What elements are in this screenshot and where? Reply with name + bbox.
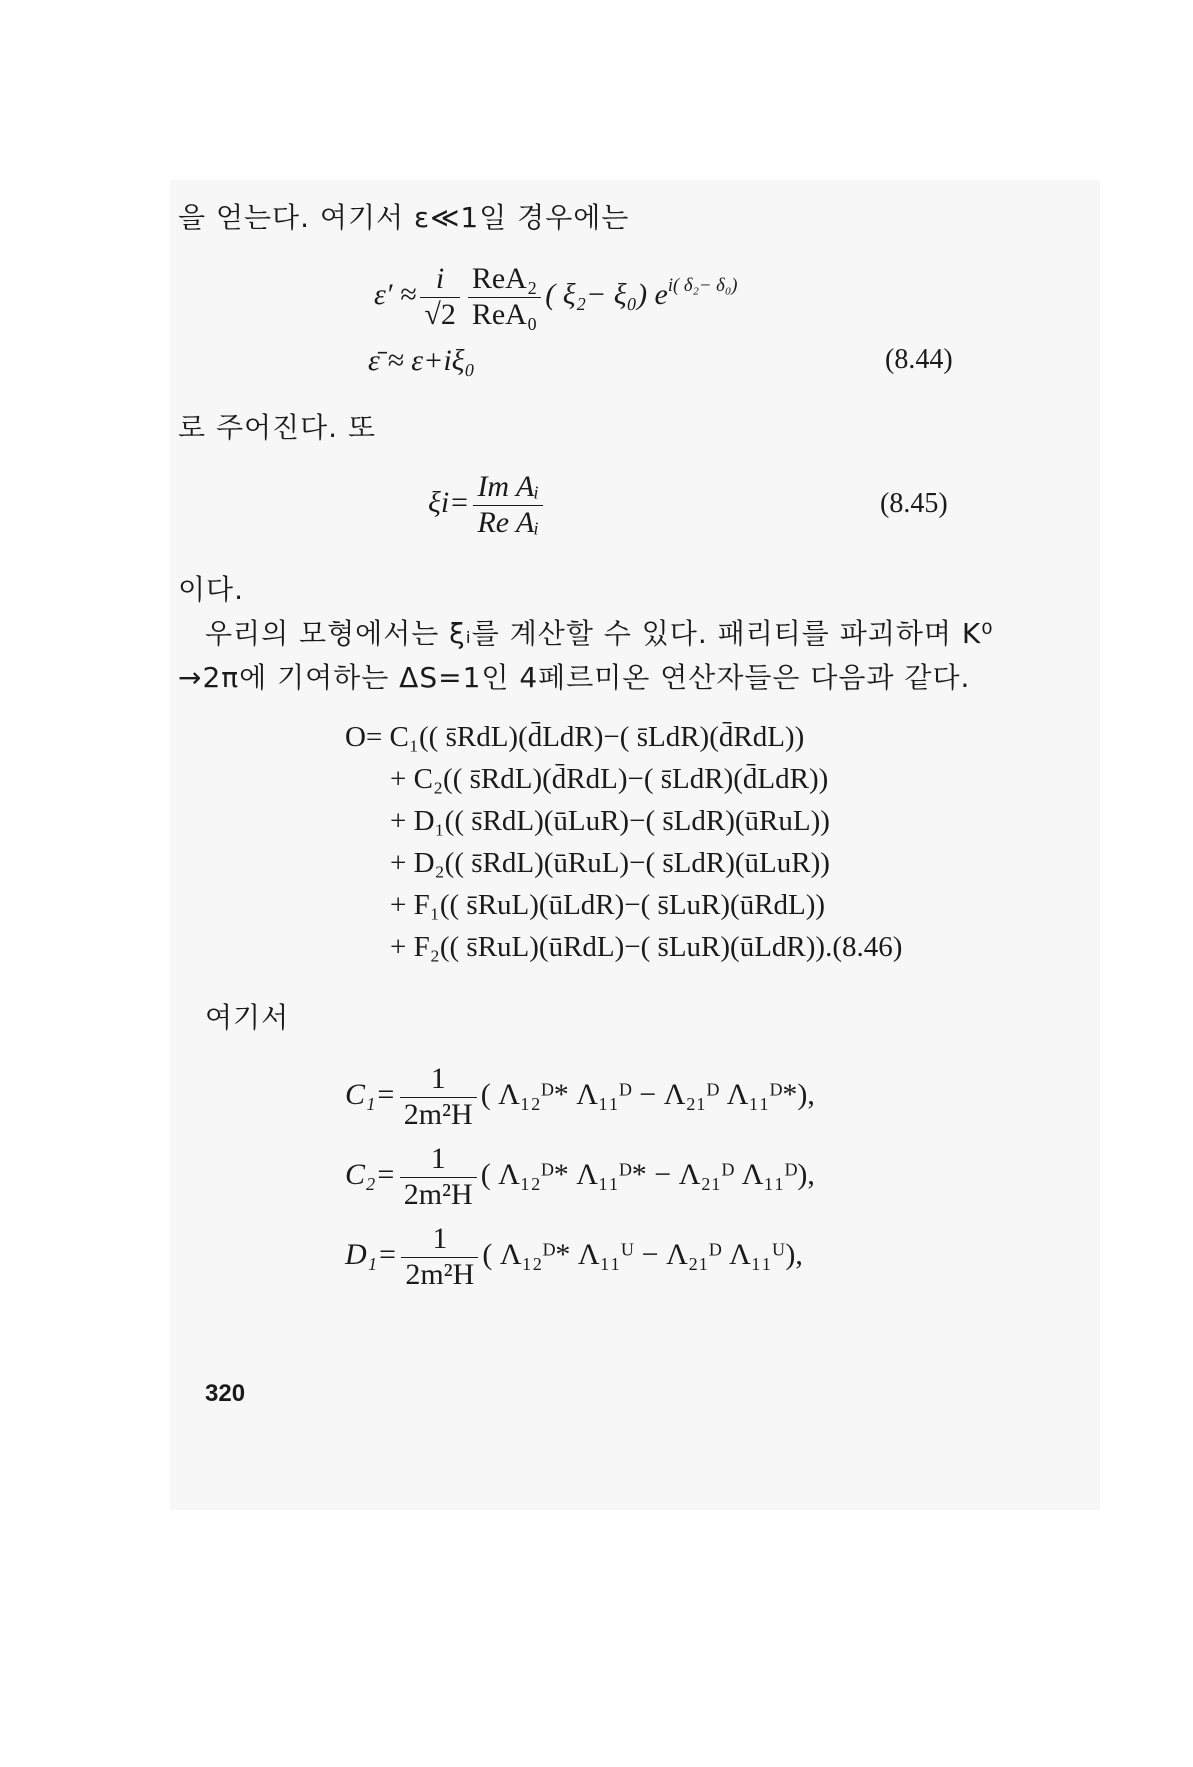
c2-frac: [400, 1142, 477, 1212]
text-line-is: 이다.: [178, 573, 244, 606]
d1-lhs: D₁=: [345, 1237, 398, 1271]
eq844-frac-1-num: i: [420, 262, 459, 298]
equation-number-8-44: (8.44): [885, 344, 953, 375]
eq845-num: Im Aᵢ: [473, 470, 543, 506]
c2-lhs: C₂=: [345, 1157, 396, 1191]
eq845-lhs: ξi=: [428, 485, 470, 519]
c2-den: 2m²H: [403, 1177, 473, 1211]
c1-num: 1: [400, 1062, 477, 1098]
d1-den: 2m²H: [405, 1257, 475, 1291]
operator-line-1: O= C₁(( s̄RdL)(d̄LdR)−( s̄LdR)(d̄RdL)): [345, 721, 805, 753]
eq844-frac-1-den: √2: [424, 297, 456, 331]
equation-8-44-line-1: [374, 262, 737, 332]
operator-line-6: + F₂(( s̄RuL)(ūRdL)−( s̄LuR)(ūLdR)).(8.46): [390, 931, 903, 963]
intro-line: 을 얻는다. 여기서 ε≪1일 경우에는: [178, 201, 630, 234]
d1-frac: [401, 1222, 478, 1292]
eq844-frac-2-den: ReA₀: [471, 297, 538, 331]
page-background: [170, 180, 1100, 1510]
d1-rhs: ( Λ₁₂ᴰ* Λ₁₁ᵁ − Λ₂₁ᴰ Λ₁₁ᵁ),: [482, 1237, 803, 1271]
coefficient-c2: [345, 1142, 815, 1212]
eq844-exponent: i( δ₂− δ₀): [667, 274, 738, 296]
c1-rhs: ( Λ₁₂ᴰ* Λ₁₁ᴰ − Λ₂₁ᴰ Λ₁₁ᴰ*),: [480, 1077, 815, 1111]
d1-num: 1: [401, 1222, 478, 1258]
eq845-frac: [473, 470, 543, 540]
coefficient-d1: [345, 1222, 803, 1292]
operator-line-3: + D₁(( s̄RdL)(ūLuR)−( s̄LdR)(ūRuL)): [390, 805, 830, 837]
where-label: 여기서: [205, 1001, 290, 1034]
eq844-frac-1: [420, 262, 459, 332]
coefficient-c1: [345, 1062, 815, 1132]
equation-8-45: [428, 470, 547, 540]
c1-den: 2m²H: [403, 1097, 473, 1131]
eq844-lhs: ε′ ≈: [374, 277, 417, 311]
paragraph-line-1: 우리의 모형에서는 ξᵢ를 계산할 수 있다. 패리티를 파괴하며 K⁰: [205, 617, 994, 650]
eq845-den: Re Aᵢ: [477, 505, 540, 539]
c2-num: 1: [400, 1142, 477, 1178]
c1-frac: [400, 1062, 477, 1132]
paragraph-line-2: →2π에 기여하는 ΔS=1인 4페르미온 연산자들은 다음과 같다.: [178, 661, 971, 694]
text-line-given: 로 주어진다. 또: [178, 411, 376, 444]
eq844-tail: ( ξ₂− ξ₀) e: [545, 277, 668, 311]
operator-line-5: + F₁(( s̄RuL)(ūLdR)−( s̄LuR)(ūRdL)): [390, 889, 826, 921]
equation-number-8-45: (8.45): [880, 488, 948, 519]
eq844-frac-2-num: ReA₂: [468, 262, 541, 298]
operator-line-2: + C₂(( s̄RdL)(d̄RdL)−( s̄LdR)(d̄LdR)): [390, 763, 829, 795]
operator-line-4: + D₂(( s̄RdL)(ūRuL)−( s̄LdR)(ūLuR)): [390, 847, 830, 879]
eq844-frac-2: [468, 262, 541, 332]
c1-lhs: C₁=: [345, 1077, 396, 1111]
c2-rhs: ( Λ₁₂ᴰ* Λ₁₁ᴰ* − Λ₂₁ᴰ Λ₁₁ᴰ),: [480, 1157, 815, 1191]
page-number: 320: [205, 1380, 246, 1407]
equation-8-44-line-2: ε̄ ≈ ε+iξ₀: [368, 344, 475, 377]
